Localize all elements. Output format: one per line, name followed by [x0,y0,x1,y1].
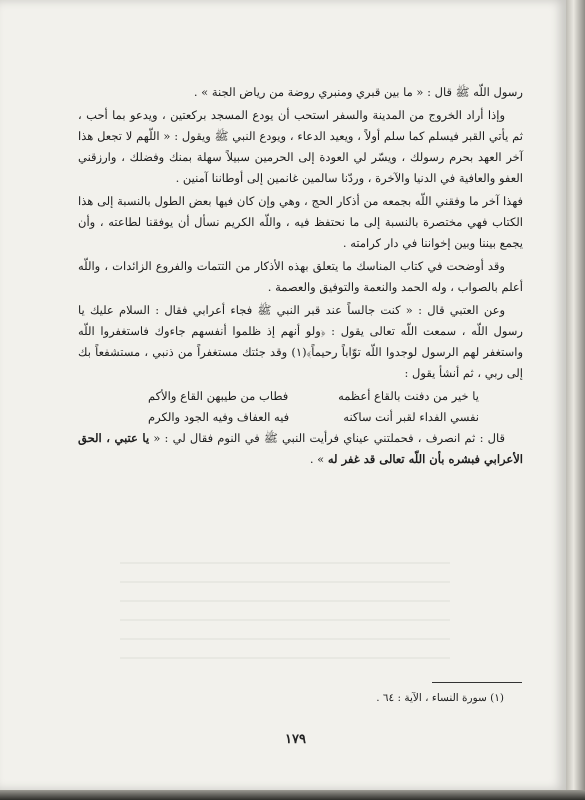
page-number: ١٧٩ [285,732,306,747]
paragraph-manasik: وقد أوضحت في كتاب المناسك ما يتعلق بهذه الأذكار من التتمات والفروع الزائدات ، واللّه أعلم بالصواب ، وله الحمد والنعمة والتوفيق والعصمة . [78,259,523,294]
book-page-edges [566,0,585,800]
book-bottom-edge [0,790,585,800]
paragraph-conclusion: فهذا آخر ما وفقني اللّه بجمعه من أذكار الحج ، وهي وإن كان فيها بعض الطول بالنسبة إلى هذا الكتاب فهي مختصرة بالنسبة إلى ما نحتفظ فيه ، واللّه الكريم نسأل أن يوفقنا لطاعته ، وأن يجمع بيننا وبين إخواننا في دار كرامته . [78,194,523,250]
page-body [78,82,523,472]
verse-hemistich: فيه العفاف وفيه الجود والكرم [148,410,290,424]
closing-text: قال : ثم انصرف ، فحملتني عيناي فرأيت النبي ﷺ في النوم فقال لي : « [149,431,505,445]
verse-line [78,386,523,407]
paragraph-hadith: رسول اللّه ﷺ قال : « ما بين قبري ومنبري روضة من رياض الجنة » . [193,85,523,99]
paragraph-utbi: وعن العتبي قال : « كنت جالساً عند قبر النبي ﷺ فجاء أعرابي فقال : السلام عليك يا رسول اللّه ، سمعت اللّه تعالى يقول : ﴿ولو أنهم إذ ظلموا أنفسهم جاءوك فاستغفروا اللّه واستغفر لهم الرسول لوجدوا اللّه توّاباً رحيماً﴾(١) وقد جئتك مستغفراً من ذنبي ، مستشفعاً بك إلى ربي ، ثم أنشأ يقول : [78,303,523,380]
footnote: (١) سورة النساء ، الآية : ٦٤ . [376,692,504,704]
closing-end: » . [309,452,328,466]
verse-line [78,407,523,428]
bleed-through-text [120,545,450,675]
closing-bold-text: يا عتبي ، الحق الأعرابي فبشره بأن اللّه تعالى قد غفر له [78,431,523,466]
paragraph-farewell: وإذا أراد الخروج من المدينة والسفر استحب أن يودع المسجد بركعتين ، ويدعو بما أحب ، ثم يأتي القبر فيسلم كما سلم أولاً ، ويعيد الدعاء ، ويودع النبي ﷺ ويقول : « اللّهم لا تجعل هذا آخر العهد بحرم رسولك ، ويسّر لي العودة إلى الحرمين سبيلاً سهلة بمنك وفضلك ، وارزقني العفو والعافية في الدنيا والآخرة ، وردّنا سالمين غانمين إلى أوطاننا آمنين . [78,108,523,185]
verse-hemistich: نفسي الفداء لقبر أنت ساكنه [343,410,479,424]
paragraph-closing [78,428,523,470]
verse-hemistich: فطاب من طيبهن القاع والأكم [148,389,289,403]
verse-hemistich: يا خير من دفنت بالقاع أعظمه [338,389,479,403]
footnote-rule [432,682,522,683]
